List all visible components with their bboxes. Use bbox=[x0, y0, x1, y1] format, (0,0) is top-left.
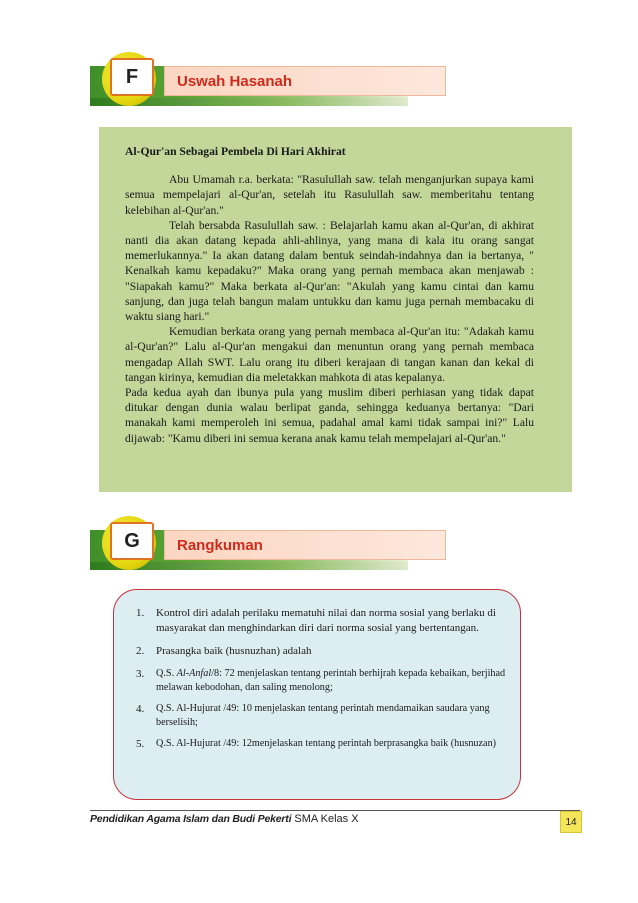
book-title: Pendidikan Agama Islam dan Budi Pekerti bbox=[90, 813, 292, 825]
summary-item bbox=[136, 702, 506, 730]
item-text-post: /8: 72 menjelaskan tentang perintah berhijrah kepada kebaikan, berjihad melawan kebodohan, dan saling menolong; bbox=[156, 668, 506, 693]
item-number: 5. bbox=[136, 738, 145, 750]
summary-item bbox=[136, 606, 506, 636]
footer-divider bbox=[90, 810, 580, 811]
footer-text bbox=[90, 813, 359, 825]
story-paragraph: Abu Umamah r.a. berkata: "Rasulullah saw. telah menganjurkan supaya kami semua mempelajari al-Qur'an, setelah itu Rasulullah saw. memberitahu tentang kelebihan al-Qur'an." bbox=[125, 173, 534, 217]
section-g-banner bbox=[90, 526, 408, 574]
summary-item bbox=[136, 644, 506, 659]
item-text: Q.S. Al-Hujurat /49: 12menjelaskan tentang perintah berprasangka baik (husnuzan) bbox=[156, 738, 497, 749]
story-paragraph: Telah bersabda Rasulullah saw. : Belajarlah kamu akan al-Qur'an, di akhirat nanti dia akan datang kepada ahli-ahlinya, yang mana di kala itu orang sangat memerlukannya." Ia akan datang dalam bentuk seindah-indahnya dan ia bertanya, " Kenalkah kamu kepadaku?" Maka orang yang pernah membaca akan menjawab : "Siapakah kamu?" Maka berkata al-Qur'an: "Akulah yang kamu cintai dan kamu sanjung, dan juga telah bangun malam untukku dan kamu juga pernah membacaku di waktu siang hari." bbox=[125, 218, 534, 324]
section-title: Uswah Hasanah bbox=[164, 66, 446, 96]
item-number: 3. bbox=[136, 668, 145, 680]
section-letter: F bbox=[110, 58, 154, 96]
item-text: Q.S. Al-Hujurat /49: 10 menjelaskan tentang perintah mendamaikan saudara yang berselisih; bbox=[156, 703, 490, 728]
summary-list bbox=[136, 606, 506, 752]
summary-item bbox=[136, 737, 506, 752]
page-number: 14 bbox=[560, 811, 582, 833]
summary-box bbox=[113, 589, 521, 800]
item-text: Kontrol diri adalah perilaku mematuhi nilai dan norma sosial yang berlaku di masyarakat dan menghindarkan diri dari norma sosial yang bertentangan. bbox=[156, 607, 496, 634]
story-title: Al-Qur'an Sebagai Pembela Di Hari Akhirat bbox=[125, 145, 346, 158]
summary-item bbox=[136, 667, 506, 695]
item-number: 4. bbox=[136, 703, 145, 715]
section-title: Rangkuman bbox=[164, 530, 446, 560]
story-paragraph: Kemudian berkata orang yang pernah membaca al-Qur'an itu: "Adakah kamu al-Qur'an?" Lalu al-Qur'an mengakui dan menuntun orang yang pernah membaca mengadap Allah SWT. Lalu orang itu diberi kerajaan di tangan kanan dan kekal di tangan kirinya, kemudian dia meletakkan mahkota di atas kepalanya. bbox=[125, 325, 534, 384]
item-number: 1. bbox=[136, 607, 145, 619]
item-text-pre: Q.S. bbox=[156, 668, 177, 679]
section-letter: G bbox=[110, 522, 154, 560]
item-text bbox=[156, 667, 506, 695]
story-paragraph: Pada kedua ayah dan ibunya pula yang muslim diberi perhiasan yang tidak dapat ditukar dengan dunia walau berlipat ganda, sehingga keduanya bertanya: "Dari manakah kami memperoleh ini semua, padahal amal kami tidak sampai ini?" Lalu dijawab: "Kamu diberi ini semua kerana anak kamu telah mempelajari al-Qur'an." bbox=[125, 386, 534, 445]
class-label: SMA Kelas X bbox=[291, 813, 359, 825]
story-box bbox=[99, 127, 572, 492]
section-f-banner bbox=[90, 62, 408, 110]
item-text-italic: Al-Anfal bbox=[176, 668, 212, 679]
item-text: Prasangka baik (husnuzhan) adalah bbox=[156, 645, 312, 657]
item-number: 2. bbox=[136, 645, 145, 657]
